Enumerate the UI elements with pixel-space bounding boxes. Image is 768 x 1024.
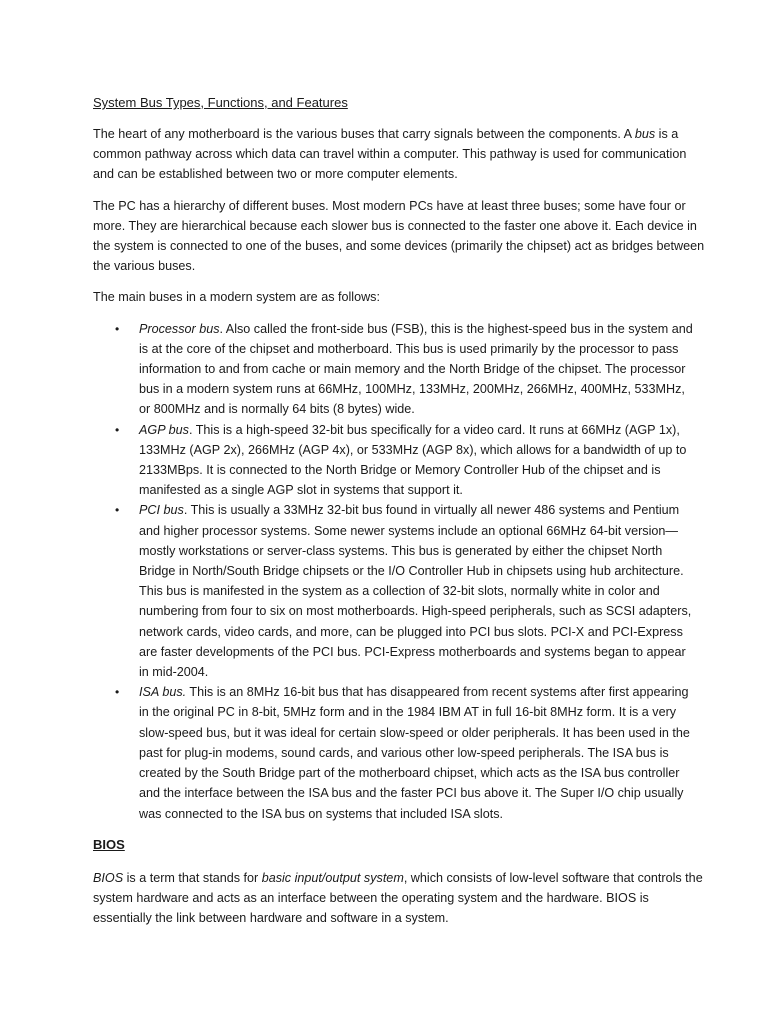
bios-text-2: , which consists of low-level software that controls the system hardware and acts as an interface between the operating system and the hardware. BIOS is essentially the link between hardware and software in a system. [93, 870, 703, 926]
bus-name: PCI bus [139, 503, 184, 518]
bullet-icon: • [115, 503, 120, 518]
bios-heading: BIOS [93, 836, 125, 852]
list-item-agp-bus [115, 420, 708, 501]
bullet-icon: • [115, 422, 120, 437]
bios-term: BIOS [93, 870, 124, 885]
bullet-icon: • [115, 685, 120, 700]
bus-name: AGP bus [139, 422, 189, 437]
intro-text-1: The heart of any motherboard is the various buses that carry signals between the components. A [93, 127, 635, 141]
bullet-icon: • [115, 321, 120, 336]
bios-paragraph [93, 868, 708, 929]
bus-description: This is an 8MHz 16-bit bus that has disappeared from recent systems after first appearing in the original PC in 8-bit, 5MHz form and in the 1984 IBM AT in full 16-bit 8MHz form. It is a very slow-speed bus, but it was ideal for certain slow-speed or older peripherals. It has been used in the past for plug-in modems, sound cards, and various other low-speed peripherals. The ISA bus is created by the South Bridge part of the motherboard chipset, which acts as the ISA bus controller and the interface between the ISA bus and the faster PCI bus above it. The Super I/O chip usually was connected to the ISA bus on systems that included ISA slots. [139, 685, 690, 821]
bios-text-1: is a term that stands for [123, 870, 262, 885]
bus-name: ISA bus. [139, 685, 187, 700]
hierarchy-paragraph: The PC has a hierarchy of different buses. Most modern PCs have at least three buses; some have four or more. They are hierarchical because each slower bus is connected to the faster one above it. Each device in the system is connected to one of the buses, and some devices (primarily the chipset) act as bridges between the various buses. [93, 198, 705, 274]
intro-paragraph [93, 124, 708, 185]
list-item-pci-bus [115, 500, 708, 682]
list-item-isa-bus [115, 682, 708, 823]
bus-description: . Also called the front-side bus (FSB), this is the highest-speed bus in the system and is at the core of the chipset and motherboard. This bus is used primarily by the processor to pass information to and from cache or main memory and the North Bridge of the chipset. The processor bus in a modern system runs at 66MHz, 100MHz, 133MHz, 200MHz, 266MHz, 400MHz, 533MHz, or 800MHz and is normally 64 bits (8 bytes) wide. [139, 321, 693, 417]
bus-description: . This is a high-speed 32-bit bus specifically for a video card. It runs at 66MHz (AGP 1x), 133MHz (AGP 2x), 266MHz (AGP 4x), or 533MHz (AGP 8x), which allows for a bandwidth of up to 2133MBps. It is connected to the North Bridge or Memory Controller Hub of the chipset and is manifested as a single AGP slot in systems that support it. [139, 422, 687, 498]
bios-expansion: basic input/output system [261, 870, 404, 885]
bus-description: . This is usually a 33MHz 32-bit bus found in virtually all newer 486 systems and Pentium and higher processor systems. Some newer systems include an optional 66MHz 64-bit version— mostly workstations or server-class systems. This bus is generated by either the chipset North Bridge in North/South Bridge chipsets or the I/O Controller Hub in chipsets using hub architecture. This bus is manifested in the system as a collection of 32-bit slots, normally white in color and numbering from four to six on most motherboards. High-speed peripherals, such as SCSI adapters, network cards, video cards, and more, can be plugged into PCI bus slots. PCI-X and PCI-Express are faster developments of the PCI bus. PCI-Express motherboards and systems began to appear in mid-2004. [139, 503, 692, 680]
main-buses-intro: The main buses in a modern system are as follows: [93, 290, 380, 305]
list-item-processor-bus [115, 319, 708, 420]
intro-italic-word: bus [634, 127, 656, 141]
intro-text-2: is a common pathway across which data can travel within a computer. This pathway is used for communication and can be established between two or more computer elements. [93, 127, 687, 182]
bus-name: Processor bus [139, 321, 220, 336]
page-title: System Bus Types, Functions, and Features [93, 95, 348, 110]
bus-list [93, 319, 708, 824]
